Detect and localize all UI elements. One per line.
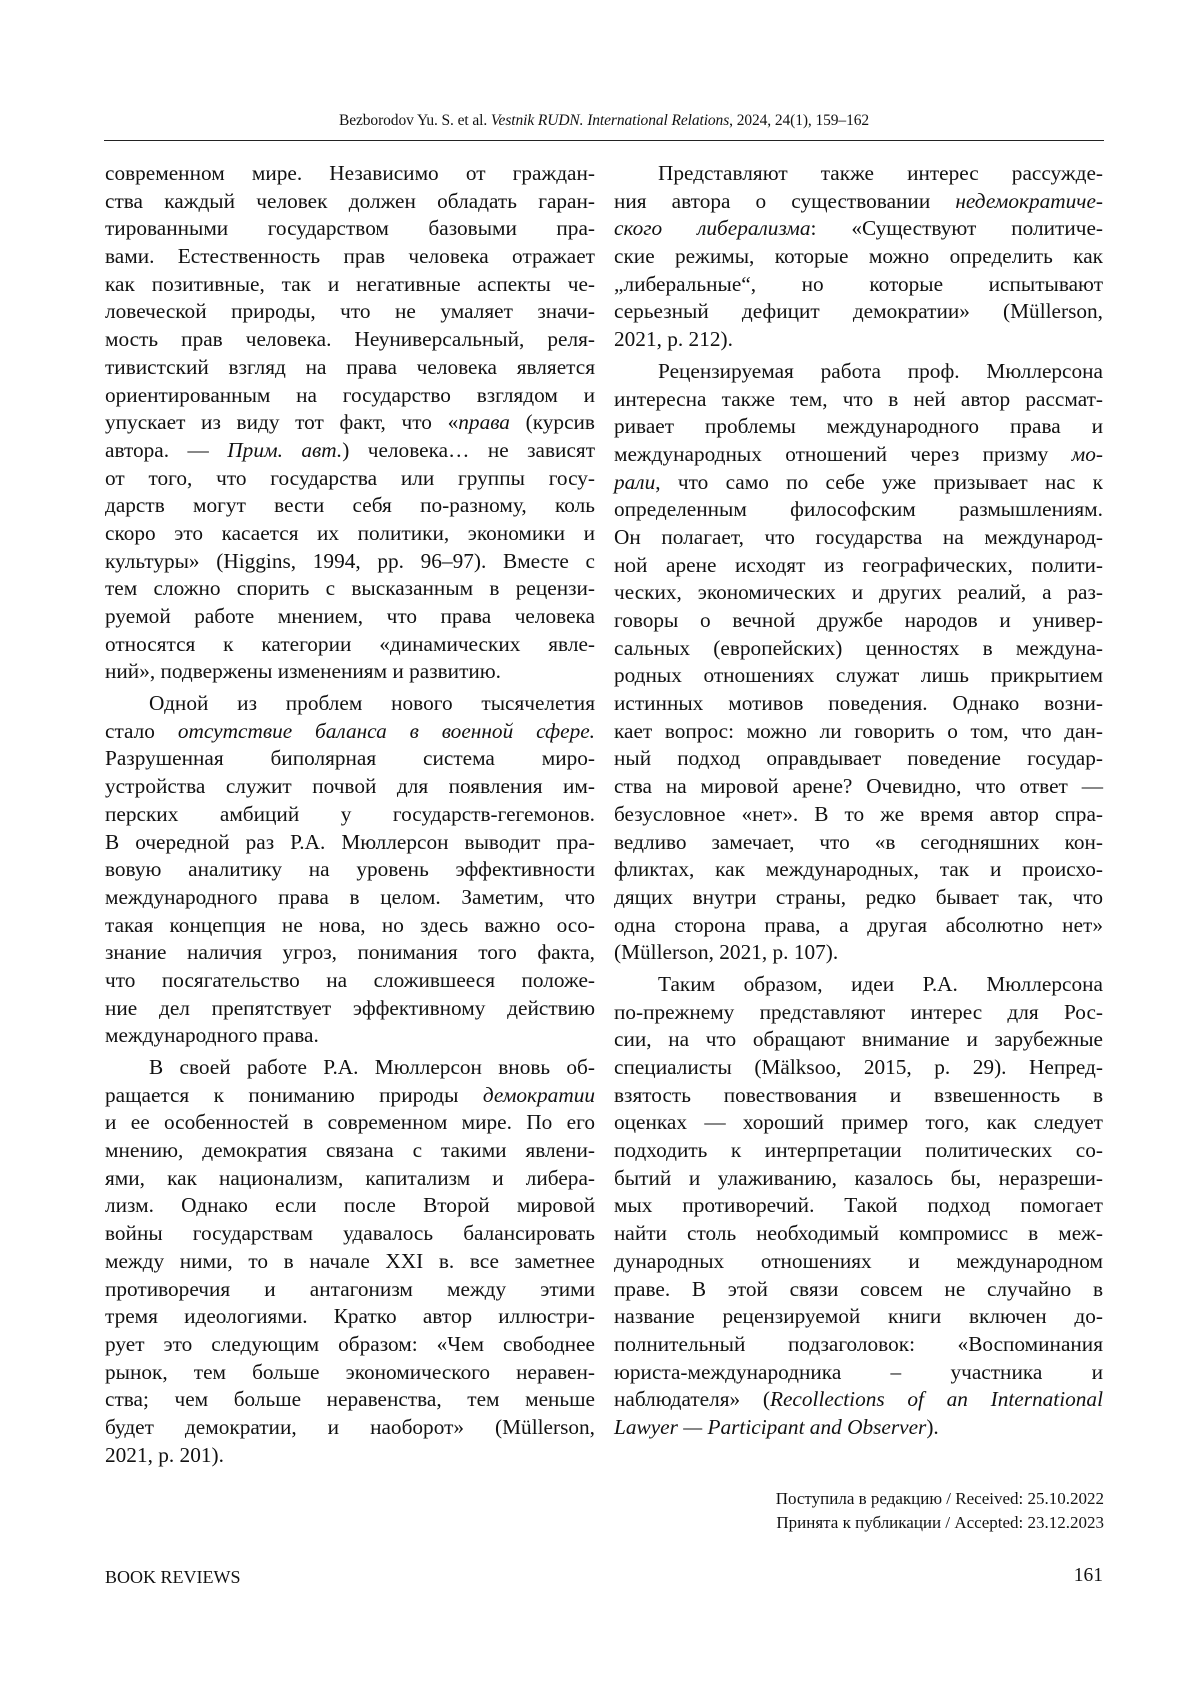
text-span: ведливо замечает, что «в сегодняшних кон- [614,829,1103,854]
text-span: упускает из виду тот факт, что « [105,410,459,435]
text-span: дарств могут вести себя по-разному, коль [105,493,595,518]
text-span: одна сторона права, а другая абсолютно нет» [614,912,1103,937]
text-line [105,1220,595,1248]
text-line [105,912,595,940]
text-line [614,441,1103,469]
text-line [105,1303,595,1331]
text-span: фликтах, как международных, так и происхо- [614,857,1103,882]
text-line [614,1026,1103,1054]
paragraph [614,160,1103,354]
text-span: полнительный подзаголовок: «Воспоминания [614,1331,1103,1356]
text-line [105,1414,595,1442]
text-span: перских амбиций у государств-гегемонов. [105,801,595,826]
text-line [105,160,595,188]
text-span: дящих внутри страны, редко бывает так, что [614,884,1103,909]
text-span: ориентированным на государство взглядом и [105,382,595,407]
text-line [614,635,1103,663]
text-line [105,801,595,829]
right-column [614,160,1103,1446]
text-span: ства; чем больше неравенства, тем меньше [105,1387,595,1412]
text-line [614,326,1103,354]
italic-span: права [458,410,510,435]
running-head [104,112,1104,130]
text-span: рынок, тем больше экономического неравен- [105,1359,595,1384]
text-span: серьезный дефицит демократии» (Müllerson, [614,299,1103,324]
text-line [614,939,1103,967]
text-line [614,358,1103,386]
text-span: скоро это касается их политики, экономики и [105,520,595,545]
text-span: ращается к пониманию природы [105,1082,483,1107]
text-line [614,1303,1103,1331]
text-span: ческих, экономических и других реалий, а раз- [614,580,1103,605]
text-line [614,1192,1103,1220]
text-line [614,773,1103,801]
text-line [614,662,1103,690]
text-line [614,1331,1103,1359]
text-span: название рецензируемой книги включен до- [614,1304,1103,1329]
text-span: безусловное «нет». В то же время автор спра- [614,801,1103,826]
text-line [105,1137,595,1165]
text-line [105,326,595,354]
text-line [614,884,1103,912]
text-line [105,382,595,410]
running-head-journal: Vestnik RUDN. International Relations [490,112,730,129]
text-line [614,386,1103,414]
italic-span: Recollections of an International [769,1387,1103,1412]
italic-span: мо- [1071,441,1103,466]
text-span: дународных отношениях и международном [614,1248,1103,1273]
text-line [614,1220,1103,1248]
text-line [614,271,1103,299]
text-span: ной арене исходят из географических, полити- [614,552,1103,577]
text-line [614,579,1103,607]
text-span: подходить к интерпретации политических со- [614,1138,1103,1163]
italic-span: Прим. авт. [227,437,343,462]
text-line [105,967,595,995]
text-span: ный подход оправдывает поведение государ- [614,746,1103,771]
text-line [614,160,1103,188]
text-line [614,999,1103,1027]
text-line [614,745,1103,773]
text-span: относятся к категории «динамических явле- [105,631,595,656]
text-span: тем сложно спорить с высказанным в рецензи- [105,576,595,601]
text-line [614,829,1103,857]
text-span: 2021, p. 201). [105,1442,224,1467]
text-span: истинных мотивов поведения. Однако возни- [614,691,1103,716]
text-span: сии, на что обращают внимание и зарубежные [614,1027,1103,1052]
text-span: Рецензируемая работа проф. Мюллерсона [658,358,1103,383]
text-line [105,520,595,548]
text-span: ). [926,1414,939,1439]
text-line [105,409,595,437]
left-column [105,160,595,1473]
text-span: лизм. Однако если после Второй мировой [105,1193,595,1218]
text-line [614,215,1103,243]
text-line [614,1359,1103,1387]
text-span: войны государствам удавалось балансировать [105,1221,595,1246]
header-rule [104,140,1104,141]
page-number: 161 [1073,1565,1103,1586]
text-line [105,1165,595,1193]
text-line [105,718,595,746]
text-line [105,773,595,801]
text-line [105,603,595,631]
text-span: ние дел препятствует эффективному действию [105,995,595,1020]
submission-dates [776,1487,1104,1535]
text-line [105,884,595,912]
text-line [614,1137,1103,1165]
text-span: специалисты (Mälksoo, 2015, p. 29). Непред- [614,1055,1103,1079]
text-line [105,658,595,686]
text-span: тремя идеологиями. Кратко автор иллюстри- [105,1304,595,1329]
text-span: международных отношений через призму [614,441,1072,466]
text-span: Представляют также интерес рассужде- [658,161,1103,185]
italic-span: демократии [482,1082,595,1107]
paragraph [105,1054,595,1469]
text-span: мых противоречий. Такой подход помогает [614,1193,1103,1218]
text-span: по-прежнему представляют интерес для Рос- [614,999,1103,1024]
text-span: тивистский взгляд на права человека является [105,354,595,379]
text-line [105,1331,595,1359]
text-span: родных отношениях служат лишь прикрытием [614,663,1103,688]
text-line [614,1165,1103,1193]
italic-span: ского либерализма [614,216,811,241]
text-span: будет демократии, и наоборот» (Müllerson, [105,1414,595,1439]
text-span: мость прав человека. Неуниверсальный, реля- [105,327,595,352]
text-line [614,1276,1103,1304]
text-span: такая концепция не нова, но здесь важно осо- [105,912,595,937]
text-span: найти столь необходимый компромисс в меж- [614,1221,1103,1246]
text-line [105,1082,595,1110]
text-line [105,354,595,382]
text-span: (Müllerson, 2021, p. 107). [614,940,839,965]
text-line [614,912,1103,940]
text-line [614,552,1103,580]
text-line [105,939,595,967]
text-span: (курсив [509,410,595,435]
section-label: BOOK REVIEWS [105,1567,241,1587]
text-span: Разрушенная биполярная система миро- [105,746,595,771]
text-span: рует это следующим образом: «Чем свободнее [105,1331,595,1356]
text-span: юриста-международника – участника и [614,1359,1103,1384]
paragraph [614,971,1103,1442]
text-line [614,801,1103,829]
text-span: ний», подвержены изменениям и развитию. [105,659,502,684]
italic-span: отсутствие баланса в военной сфере. [177,718,596,743]
paragraph [614,358,1103,967]
text-span: стало [105,718,178,743]
text-span: культуры» (Higgins, 1994, pp. 96–97). Вместе с [105,548,595,573]
text-line [105,1022,595,1050]
italic-span: рали [614,469,656,494]
italic-span: недемократиче- [955,188,1103,213]
text-line [614,469,1103,497]
text-span: устройства служит почвой для появления им- [105,774,595,799]
accepted-date: Принята к публикации / Accepted: 23.12.2023 [776,1513,1104,1532]
text-span: автора. — [105,437,228,462]
text-line [614,1248,1103,1276]
text-span: „либеральные“, но которые испытывают [614,271,1103,296]
text-span: международного права в целом. Заметим, что [105,884,595,909]
text-line [614,413,1103,441]
text-span: руемой работе мнением, что права человека [105,604,595,628]
text-span: Таким образом, идеи Р.А. Мюллерсона [658,971,1103,996]
text-span: ства на мировой арене? Очевидно, что ответ — [614,774,1103,799]
text-span: противоречия и антагонизм между этими [105,1276,595,1301]
text-line [105,1386,595,1414]
text-span: говоры о вечной дружбе народов и универ- [614,608,1103,632]
text-span: сальных (европейских) ценностях в междуна- [614,635,1103,660]
text-line [614,690,1103,718]
text-span: взятость повествования и взвешенность в [614,1082,1103,1107]
text-line [105,1248,595,1276]
text-span: от того, что государства или группы госу- [105,465,595,490]
text-line [105,575,595,603]
text-line [105,1276,595,1304]
text-span: мнению, демократия связана с такими явлени- [105,1138,595,1163]
text-line [614,496,1103,524]
received-date: Поступила в редакцию / Received: 25.10.2022 [775,1489,1104,1508]
text-span: ями, как национализм, капитализм и либера- [105,1165,595,1190]
text-span: современном мире. Независимо от граждан- [105,161,595,185]
text-line [105,1442,595,1470]
italic-span: Lawyer — Participant and Observer [614,1414,927,1439]
paragraph [105,690,595,1050]
text-line [614,1414,1103,1442]
text-span: ривает проблемы международного права и [614,414,1103,439]
text-line [614,188,1103,216]
text-span: между ними, то в начале XXI в. все заметнее [105,1248,595,1273]
text-line [105,492,595,520]
text-span: вовую аналитику на уровень эффективности [105,857,595,882]
text-span: Он полагает, что государства на международ- [614,524,1103,549]
text-line [614,971,1103,999]
running-head-citation: , 2024, 24(1), 159–162 [729,112,870,129]
text-span: оценках — хороший пример того, как следует [614,1110,1103,1135]
text-line [105,1359,595,1387]
text-line [105,995,595,1023]
text-span: интересна также тем, что в ней автор рассмат- [614,386,1103,411]
paragraph [105,160,595,686]
text-line [614,243,1103,271]
text-line [105,1192,595,1220]
text-span: что посягательство на сложившееся положе- [105,967,595,992]
text-line [105,745,595,773]
text-line [614,298,1103,326]
text-span: В очередной раз Р.А. Мюллерсон выводит пра- [105,829,595,854]
text-span: бытий и улаживанию, казалось бы, неразреши- [614,1165,1103,1190]
text-line [614,1082,1103,1110]
text-span: ские режимы, которые можно определить как [614,244,1103,269]
text-line [105,465,595,493]
text-line [105,215,595,243]
text-line [105,631,595,659]
text-line [105,298,595,326]
text-line [105,548,595,576]
text-line [614,1054,1103,1082]
text-line [105,1109,595,1137]
text-span: кает вопрос: можно ли говорить о том, что дан- [614,718,1103,743]
text-line [105,271,595,299]
text-span: : «Существуют политиче- [810,216,1104,241]
text-span: Одной из проблем нового тысячелетия [149,691,595,716]
text-span: определенным философским размышлениям. [614,497,1103,522]
text-line [105,188,595,216]
text-line [614,1386,1103,1414]
text-line [614,718,1103,746]
running-head-authors: Bezborodov Yu. S. et al. [338,112,491,129]
text-line [614,524,1103,552]
text-span: вами. Естественность прав человека отражает [105,244,595,269]
text-line [105,437,595,465]
text-span: и ее особенностей в современном мире. По его [105,1110,595,1135]
text-span: наблюдателя» ( [614,1387,770,1412]
text-line [105,243,595,271]
text-span: В своей работе Р.А. Мюллерсон вновь об- [149,1055,595,1079]
text-line [614,856,1103,884]
text-line [614,1109,1103,1137]
text-span: ства каждый человек должен обладать гаран- [105,188,595,213]
text-span: знание наличия угроз, понимания того факта, [105,940,595,965]
text-line [105,829,595,857]
text-span: ния автора о существовании [614,188,956,213]
text-line [614,607,1103,635]
text-line [105,856,595,884]
text-span: праве. В этой связи совсем не случайно в [614,1276,1103,1301]
text-span: тированными государством базовыми пра- [105,216,595,241]
text-span: как позитивные, так и негативные аспекты че- [105,271,595,296]
text-span: ) человека… не зависят [342,437,596,462]
text-line [105,1054,595,1082]
text-line [105,690,595,718]
text-span: ловеческой природы, что не умаляет значи- [105,299,595,324]
text-span: международного права. [105,1023,319,1048]
text-span: 2021, p. 212). [614,327,733,352]
text-span: , что само по себе уже призывает нас к [655,469,1103,494]
